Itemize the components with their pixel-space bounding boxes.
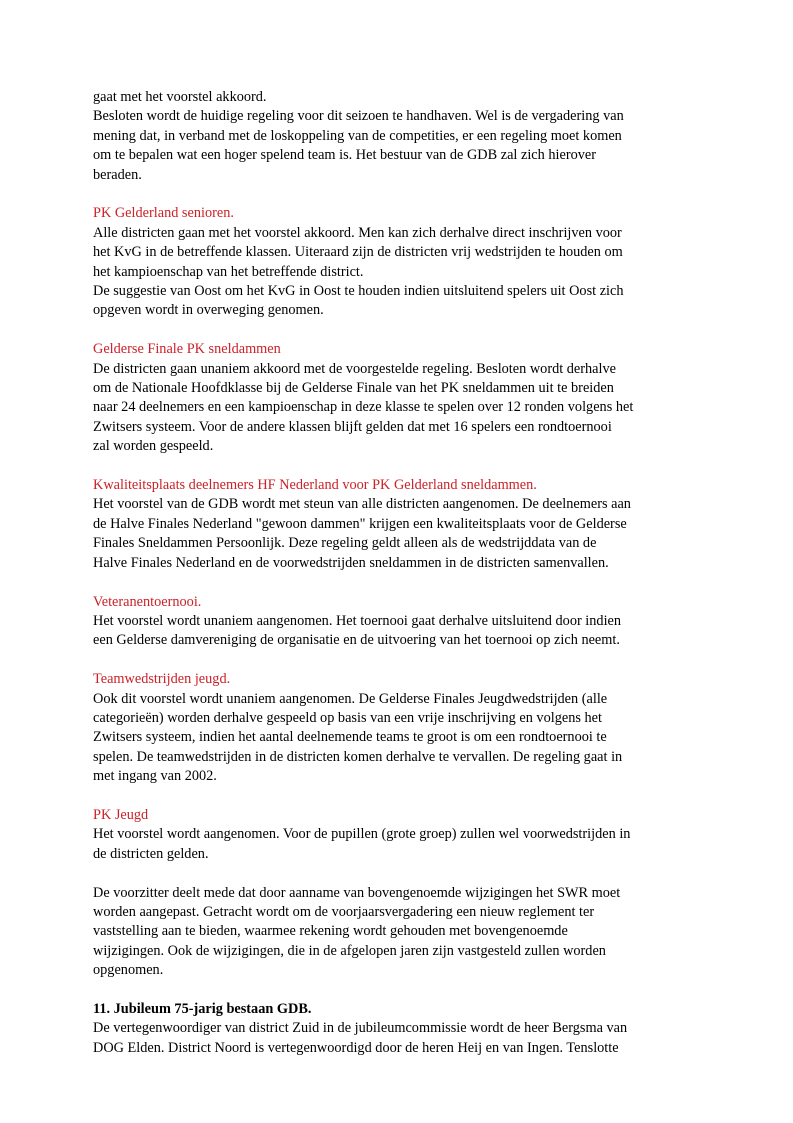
text-line: Ook dit voorstel wordt unaniem aangenomen. De Gelderse Finales Jeugdwedstrijden (alle — [93, 690, 608, 707]
document-block — [93, 593, 701, 651]
paragraph-spacer — [93, 457, 701, 476]
document-block — [93, 1000, 701, 1058]
text-line: wijzigingen. Ook de wijzigingen, die in de afgelopen jaren zijn vastgesteld zullen worden — [93, 942, 606, 959]
text-line: Halve Finales Nederland en de voorwedstrijden sneldammen in de districten samenvallen. — [93, 554, 609, 571]
text-line: Finales Sneldammen Persoonlijk. Deze regeling geldt alleen als de wedstrijddata van de — [93, 535, 597, 552]
text-line: mening dat, in verband met de loskoppeling van de competities, er een regeling moet komen — [93, 127, 622, 144]
paragraph-text — [93, 1019, 701, 1058]
text-line: gaat met het voorstel akkoord. — [93, 89, 267, 105]
document-block — [93, 88, 701, 185]
paragraph-text — [93, 495, 701, 573]
text-line: beraden. — [93, 166, 142, 183]
section-heading-red: PK Jeugd — [93, 806, 149, 823]
section-heading-red: Kwaliteitsplaats deelnemers HF Nederland voor PK Gelderland sneldammen. — [93, 477, 537, 494]
text-line: worden aangepast. Getracht wordt om de voorjaarsvergadering een nieuw reglement ter — [93, 903, 595, 920]
text-line: De voorzitter deelt mede dat door aanname van bovengenoemde wijzigingen het SWR moet — [93, 884, 621, 901]
text-line: De suggestie van Oost om het KvG in Oost te houden indien uitsluitend spelers uit Oost zich — [93, 283, 624, 300]
paragraph-spacer — [93, 864, 701, 883]
paragraph-spacer — [93, 321, 701, 340]
text-line: De districten gaan unaniem akkoord met de voorgestelde regeling. Besloten wordt derhalve — [93, 360, 616, 377]
paragraph-spacer — [93, 787, 701, 806]
document-block — [93, 476, 701, 573]
text-line: om de Nationale Hoofdklasse bij de Gelderse Finale van het PK sneldammen uit te breiden — [93, 380, 614, 397]
text-line: vaststelling aan te bieden, waarmee rekening wordt gehouden met bovengenoemde — [93, 923, 568, 940]
document-block — [93, 806, 701, 864]
paragraph-text — [93, 884, 701, 981]
text-line: categorieën) worden derhalve gespeeld op basis van een vrije inschrijving en volgens het — [93, 709, 602, 726]
text-line: spelen. De teamwedstrijden in de districten komen derhalve te vervallen. De regeling gaat in — [93, 748, 623, 765]
paragraph-text — [93, 88, 701, 185]
document-block — [93, 884, 701, 981]
text-line: naar 24 deelnemers en een kampioenschap in deze klasse te spelen over 12 ronden volgens het — [93, 399, 634, 416]
text-line: opgeven wordt in overweging genomen. — [93, 302, 324, 319]
paragraph-text — [93, 360, 701, 457]
text-line: het kampioenschap van het betreffende district. — [93, 263, 364, 280]
paragraph-text — [93, 690, 701, 787]
paragraph-spacer — [93, 651, 701, 670]
text-line: Besloten wordt de huidige regeling voor dit seizoen te handhaven. Wel is de vergadering van — [93, 108, 624, 125]
paragraph-text — [93, 825, 701, 864]
text-line: de districten gelden. — [93, 845, 209, 862]
text-line: het KvG in de betreffende klassen. Uiteraard zijn de districten vrij wedstrijden te houden om — [93, 244, 623, 261]
document-text-body — [93, 88, 701, 1058]
text-line: Het voorstel van de GDB wordt met steun van alle districten aangenomen. De deelnemers aan — [93, 496, 631, 513]
text-line: Zwitsers systeem, indien het aantal deelnemende teams te groot is om een rondtoernooi te — [93, 729, 607, 746]
paragraph-spacer — [93, 185, 701, 204]
text-line: met ingang van 2002. — [93, 768, 217, 785]
text-line: Het voorstel wordt aangenomen. Voor de pupillen (grote groep) zullen wel voorwedstrijden in — [93, 826, 631, 843]
text-line: de Halve Finales Nederland "gewoon dammen" krijgen een kwaliteitsplaats voor de Gelderse — [93, 515, 627, 532]
document-block — [93, 204, 701, 320]
text-line: DOG Elden. District Noord is vertegenwoordigd door de heren Heij en van Ingen. Tenslotte — [93, 1039, 619, 1056]
paragraph-text — [93, 224, 701, 321]
text-line: Zwitsers systeem. Voor de andere klassen blijft gelden dat met 16 spelers een rondtoernooi — [93, 418, 612, 435]
paragraph-spacer — [93, 573, 701, 592]
text-line: De vertegenwoordiger van district Zuid in de jubileumcommissie wordt de heer Bergsma van — [93, 1020, 628, 1037]
section-heading-red: Teamwedstrijden jeugd. — [93, 671, 231, 688]
document-block — [93, 340, 701, 456]
text-line: om te bepalen wat een hoger spelend team is. Het bestuur van de GDB zal zich hierover — [93, 147, 596, 164]
text-line: Alle districten gaan met het voorstel akkoord. Men kan zich derhalve direct inschrijven voor — [93, 224, 622, 241]
section-heading-red: PK Gelderland senioren. — [93, 205, 234, 222]
text-line: opgenomen. — [93, 962, 164, 979]
section-heading-red: Gelderse Finale PK sneldammen — [93, 341, 281, 358]
text-line: een Gelderse damvereniging de organisatie en de uitvoering van het toernooi op zich neemt. — [93, 632, 620, 649]
text-line: zal worden gespeeld. — [93, 438, 214, 455]
section-heading-bold: 11. Jubileum 75-jarig bestaan GDB. — [93, 1000, 312, 1017]
section-heading-red: Veteranentoernooi. — [93, 593, 202, 610]
paragraph-text — [93, 612, 701, 651]
text-line: Het voorstel wordt unaniem aangenomen. Het toernooi gaat derhalve uitsluitend door indien — [93, 612, 622, 629]
paragraph-spacer — [93, 981, 701, 1000]
document-block — [93, 670, 701, 786]
